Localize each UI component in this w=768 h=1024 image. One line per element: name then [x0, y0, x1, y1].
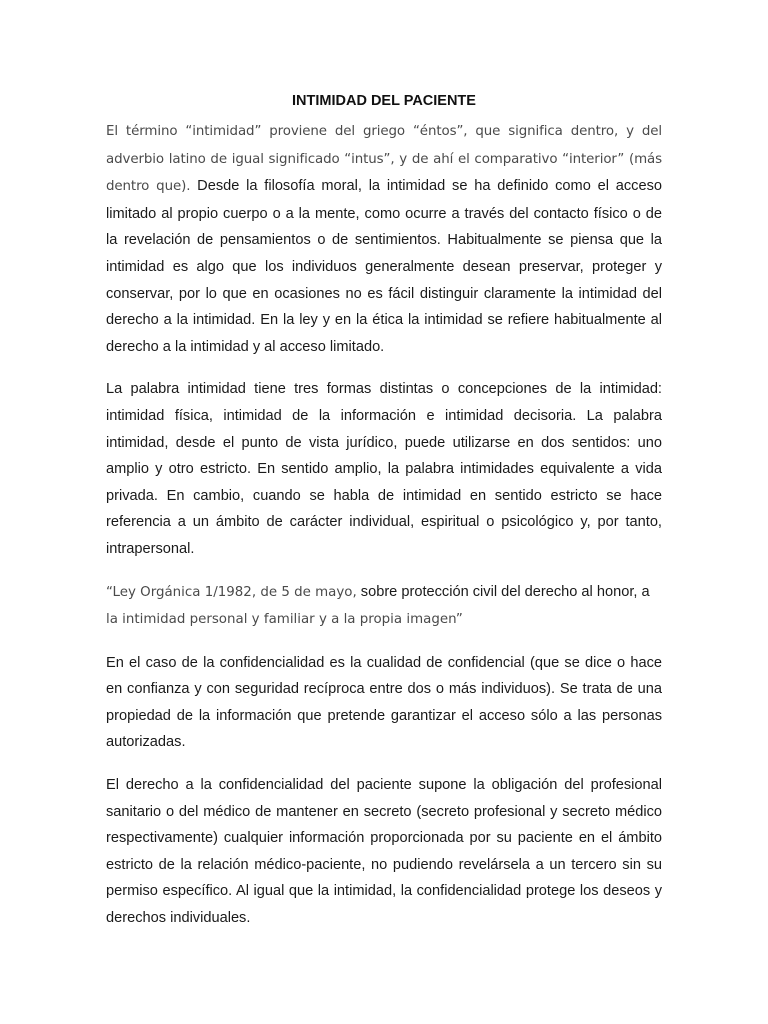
paragraph-right-to-confidentiality: El derecho a la confidencialidad del paciente supone la obligación del profesional sanitario o del médico de mantener en secreto (secreto profesional y secreto médico respectivamente) cualquier información proporcionada por su paciente en el ámbito estricto de la relación médico-paciente, no pudiendo revelársela a un tercero sin su permiso específico. Al igual que la intimidad, la confidencialidad protege los deseos y derechos individuales. [106, 777, 662, 927]
document-title: INTIMIDAD DEL PACIENTE [292, 93, 476, 109]
law-citation-part-2: sobre protección civil del derecho al honor, a [356, 583, 650, 600]
paragraph-etymology-body: Desde la filosofía moral, la intimidad se ha definido como el acceso limitado al propio cuerpo o a la mente, como ocurre a través del contacto físico o de la revelación de pensamientos o de sentimientos. Habitualmente se piensa que la intimidad es algo que los individuos generalmente desean preservar, proteger y conservar, por lo que en ocasiones no es fácil distinguir claramente la intimidad del derecho a la intimidad. En la ley y en la ética la intimidad se refiere habitualmente al derecho a la intimidad y al acceso limitado. [106, 178, 662, 355]
law-citation-part-3: la intimidad personal y familiar y a la propia imagen” [106, 612, 463, 628]
law-citation-part-1: “Ley Orgánica 1/1982, de 5 de mayo, [106, 584, 357, 600]
document-body [106, 90, 662, 932]
paragraph-etymology [106, 118, 662, 360]
paragraph-forms-of-intimacy: La palabra intimidad tiene tres formas distintas o concepciones de la intimidad: intimidad física, intimidad de la información e intimidad decisoria. La palabra intimidad, desde el punto de vista jurídico, puede utilizarse en dos sentidos: uno amplio y otro estricto. En sentido amplio, la palabra intimidades equivalente a vida privada. En cambio, cuando se habla de intimidad en sentido estricto se hace referencia a un ámbito de carácter individual, espiritual o psicológico y, por tanto, intrapersonal. [106, 381, 662, 557]
paragraph-confidentiality: En el caso de la confidencialidad es la cualidad de confidencial (que se dice o hace en confianza y con seguridad recíproca entre dos o más individuos). Se trata de una propiedad de la información que pretende garantizar el acceso sólo a las personas autorizadas. [106, 654, 662, 751]
paragraph-etymology-intro: El término “intimidad” proviene del griego “éntos”, que significa dentro, y del adverbio latino de igual significado “intus”, y de ahí el comparativo “interior” (más dentro que). [106, 124, 662, 195]
paragraph-law-citation [106, 579, 662, 634]
